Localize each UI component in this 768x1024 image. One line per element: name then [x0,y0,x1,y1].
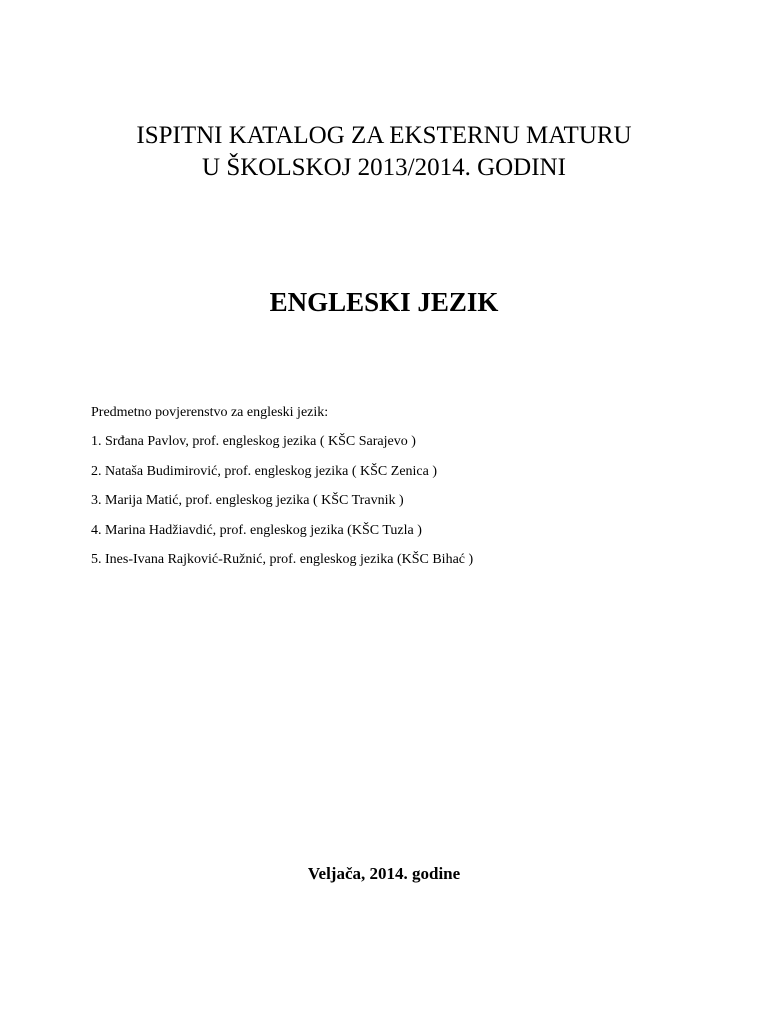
document-title [0,120,768,184]
title-line-1: ISPITNI KATALOG ZA EKSTERNU MATURU [136,122,632,149]
member-item-3: 3. Marija Matić, prof. engleskog jezika ( KŠC Travnik ) [91,493,404,508]
member-item-1: 1. Srđana Pavlov, prof. engleskog jezika ( KŠC Sarajevo ) [91,434,416,449]
subject-heading: ENGLESKI JEZIK [269,287,499,317]
member-list [91,432,711,570]
committee-heading: Predmetno povjerenstvo za engleski jezik: [91,405,329,420]
title-line-2: U ŠKOLSKOJ 2013/2014. GODINI [202,154,566,181]
document-date: Veljača, 2014. godine [307,864,461,883]
member-item-4: 4. Marina Hadžiavdić, prof. engleskog jezika (KŠC Tuzla ) [91,522,422,538]
member-item-5: 5. Ines-Ivana Rajković-Ružnić, prof. engleskog jezika (KŠC Bihać ) [91,552,474,567]
committee-section [91,403,711,580]
member-item-2: 2. Nataša Budimirović, prof. engleskog jezika ( KŠC Zenica ) [91,463,438,479]
